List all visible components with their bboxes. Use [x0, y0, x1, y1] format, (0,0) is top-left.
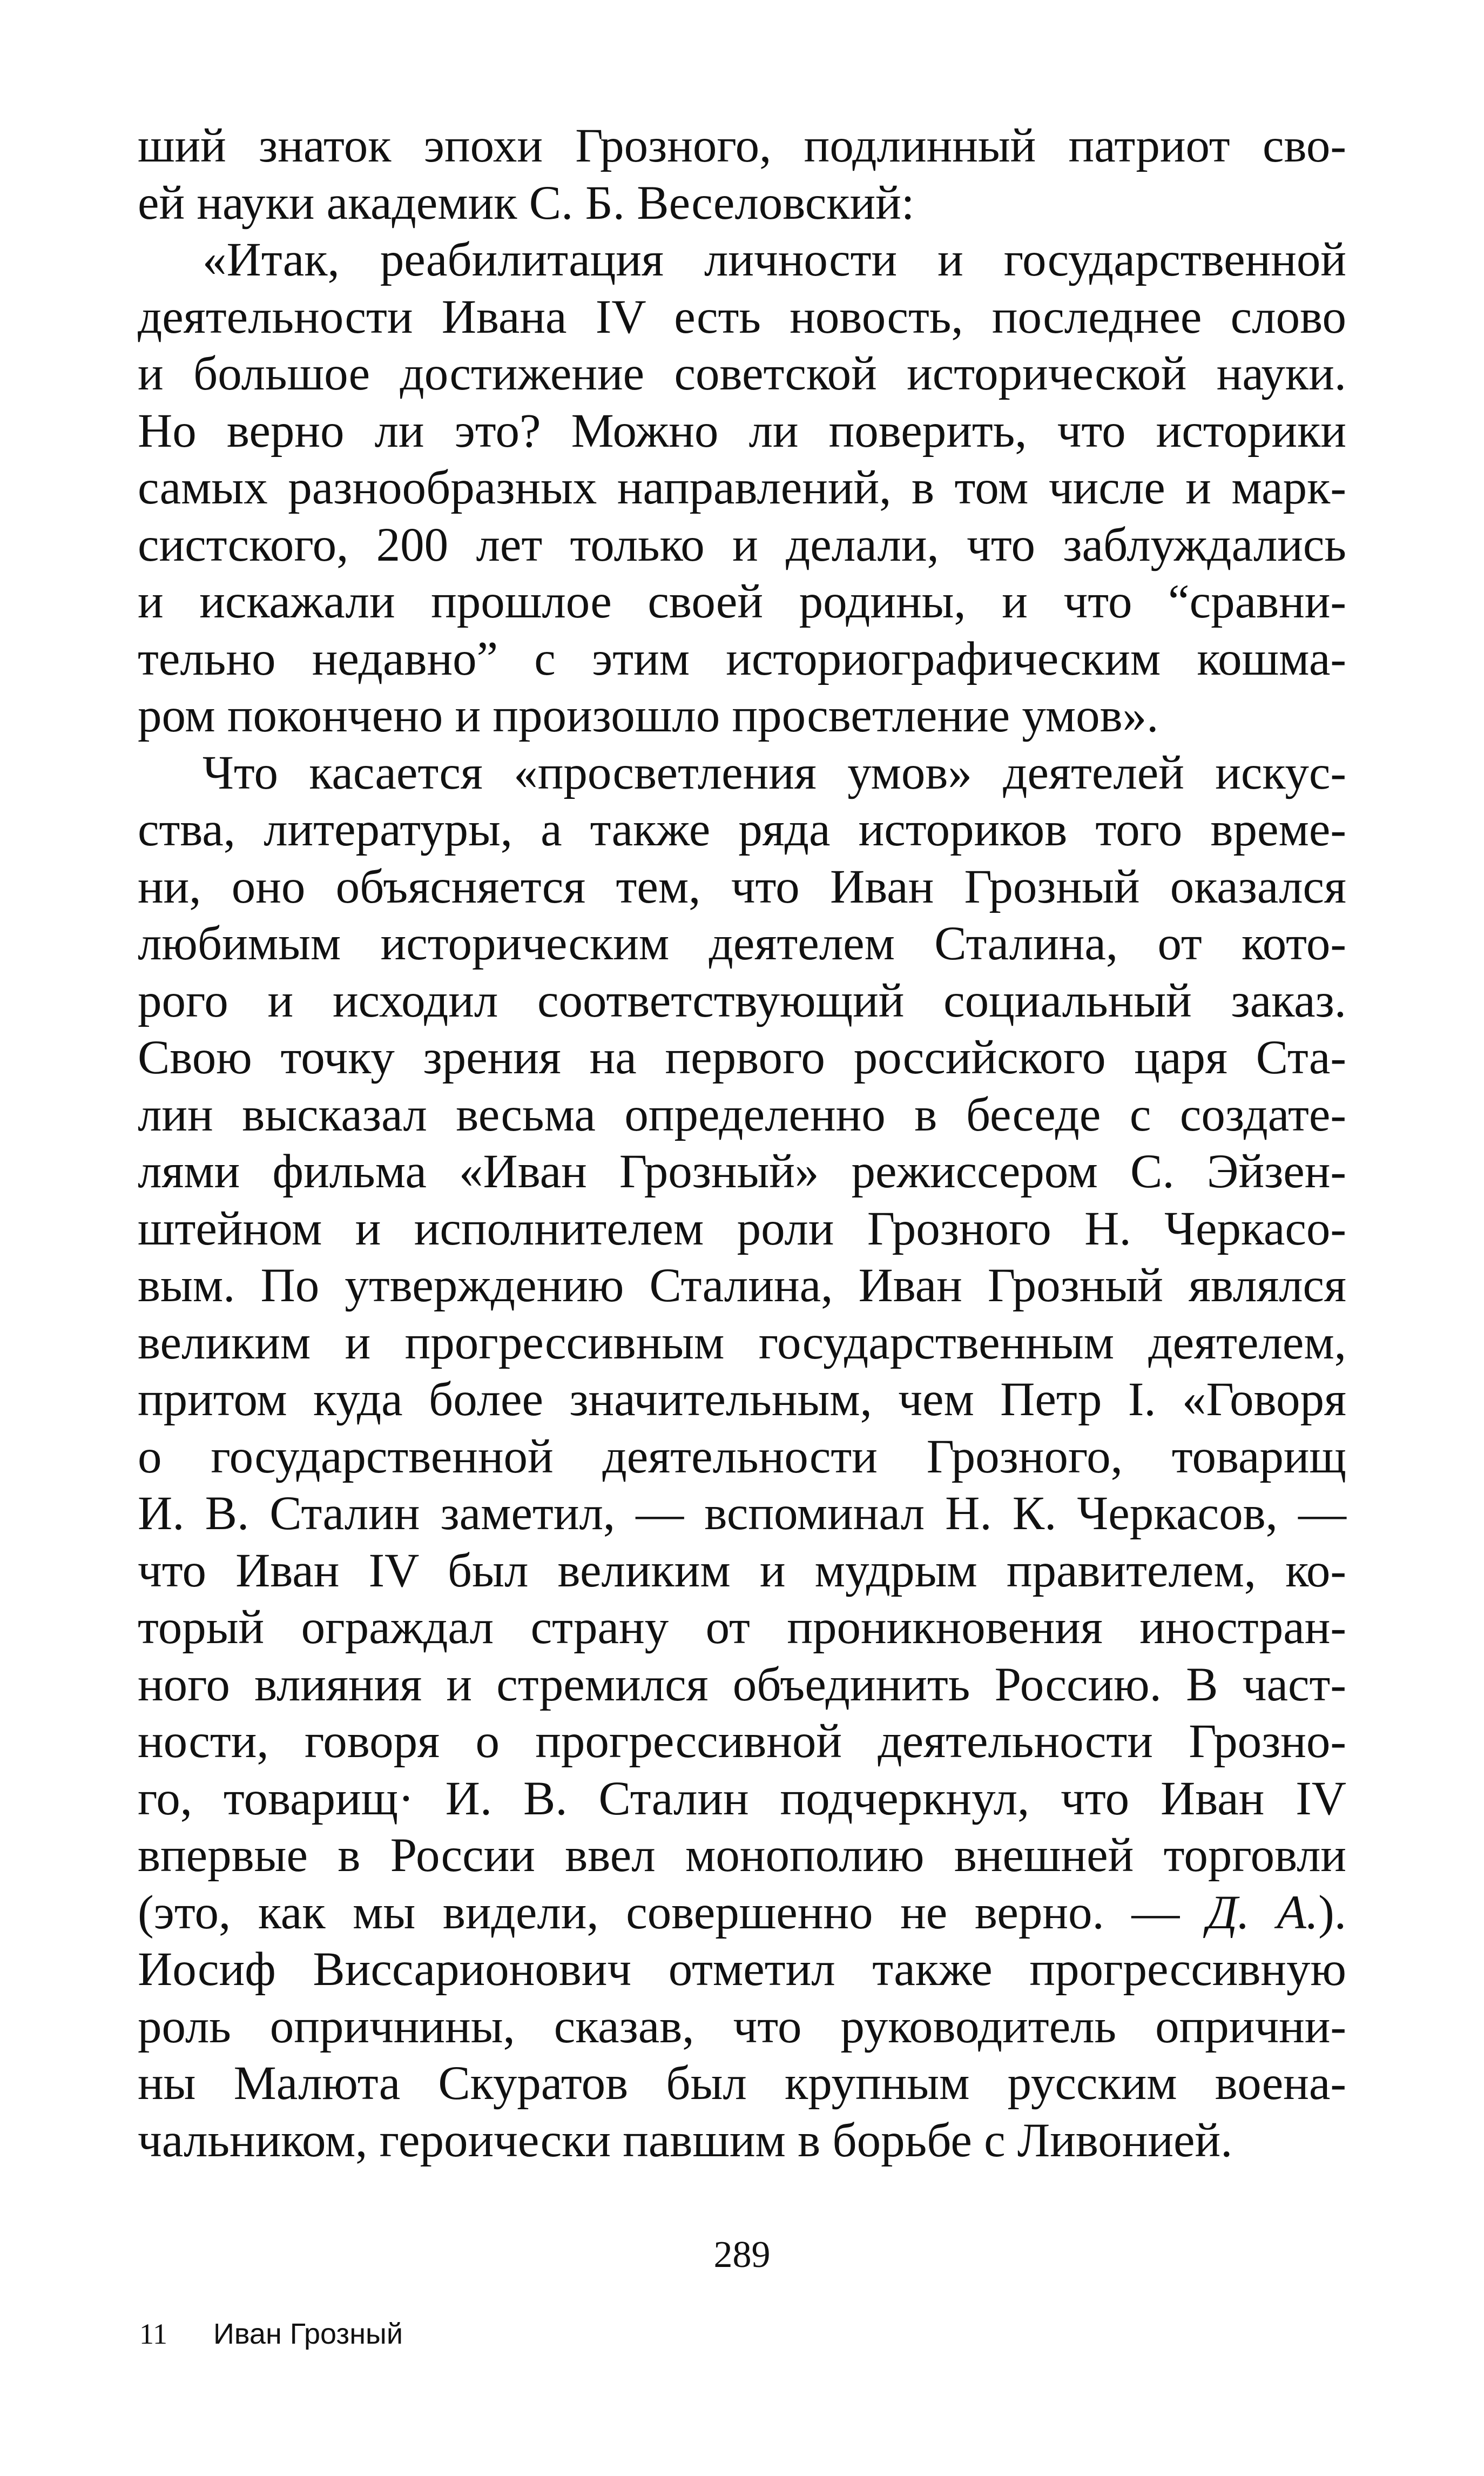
signature-number: 11	[139, 2318, 167, 2350]
text-line: и большое достижение советской исторической науки.	[138, 347, 1346, 400]
text-line: систского, 200 лет только и делали, что заблуждались	[138, 518, 1346, 571]
text-line: роль опричнины, сказав, что руководитель опрични-	[138, 2000, 1346, 2053]
text-line: штейном и исполнителем роли Грозного Н. Черкасо-	[138, 1202, 1346, 1255]
text-line: ного влияния и стремился объединить Россию. В част-	[138, 1658, 1346, 1711]
text-line: впервые в России ввел монополию внешней торговли	[138, 1829, 1346, 1882]
text-line: ны Малюта Скуратов был крупным русским военa-	[138, 2057, 1346, 2110]
text-line: Что касается «просветления умов» деятелей искус-	[203, 746, 1346, 799]
text-line: ром покончено и произошло просветление умов».	[138, 689, 1159, 742]
text-line: ей науки академик С. Б. Веселовский:	[138, 176, 915, 230]
text-line: И. В. Сталин заметил, — вспоминал Н. К. Черкасов, —	[138, 1487, 1346, 1540]
text-line: го, товарищ· И. В. Сталин подчеркнул, что Иван IV	[138, 1772, 1346, 1825]
page-number: 289	[713, 2234, 771, 2276]
text-line: тельно недавно” с этим историографическим кошма-	[138, 632, 1346, 685]
text-line: Иосиф Виссарионович отметил также прогрессивную	[138, 1943, 1346, 1996]
text-line: вым. По утверждению Сталина, Иван Грозный являлся	[138, 1259, 1346, 1312]
text-line: что Иван IV был великим и мудрым правителем, ко-	[138, 1544, 1346, 1597]
text-line: лями фильма «Иван Грозный» режиссером С. Эйзен-	[138, 1145, 1346, 1198]
text-line: чальником, героически павшим в борьбе с Ливонией.	[138, 2114, 1233, 2167]
text-line: «Итак, реабилитация личности и государственной	[203, 233, 1346, 286]
text-line: притом куда более значительным, чем Петр I. «Говоря	[138, 1373, 1346, 1426]
text-line: Свою точку зрения на первого российского царя Ста-	[138, 1031, 1346, 1084]
text-line: ни, оно объясняется тем, что Иван Грозный оказался	[138, 860, 1346, 913]
text-line: Но верно ли это? Можно ли поверить, что историки	[138, 404, 1346, 457]
text-line: ства, литературы, а также ряда историков того време-	[138, 803, 1346, 856]
text-line: лин высказал весьма определенно в беседе с создате-	[138, 1088, 1346, 1141]
text-line: ший знаток эпохи Грозного, подлинный патриот сво-	[138, 119, 1346, 172]
body-text	[138, 118, 1346, 2169]
text-line: ности, говоря о прогрессивной деятельности Грозно-	[138, 1715, 1346, 1768]
text-line: любимым историческим деятелем Сталина, от кото-	[138, 917, 1346, 970]
text-line: (это, как мы видели, совершенно не верно. — Д. А.).	[138, 1886, 1346, 1939]
text-line: рого и исходил соответствующий социальный заказ.	[138, 974, 1346, 1027]
printer-signature	[139, 2317, 403, 2351]
text-line: самых разнообразных направлений, в том числе и марк-	[138, 461, 1346, 514]
text-line: о государственной деятельности Грозного, товарищ	[138, 1430, 1346, 1483]
text-line: деятельности Ивана IV есть новость, последнее слово	[138, 290, 1346, 344]
signature-title: Иван Грозный	[213, 2318, 403, 2350]
text-line: и искажали прошлое своей родины, и что “сравни-	[138, 575, 1346, 628]
text-line: торый ограждал страну от проникновения иностран-	[138, 1601, 1346, 1654]
text-line: великим и прогрессивным государственным деятелем,	[138, 1316, 1346, 1369]
